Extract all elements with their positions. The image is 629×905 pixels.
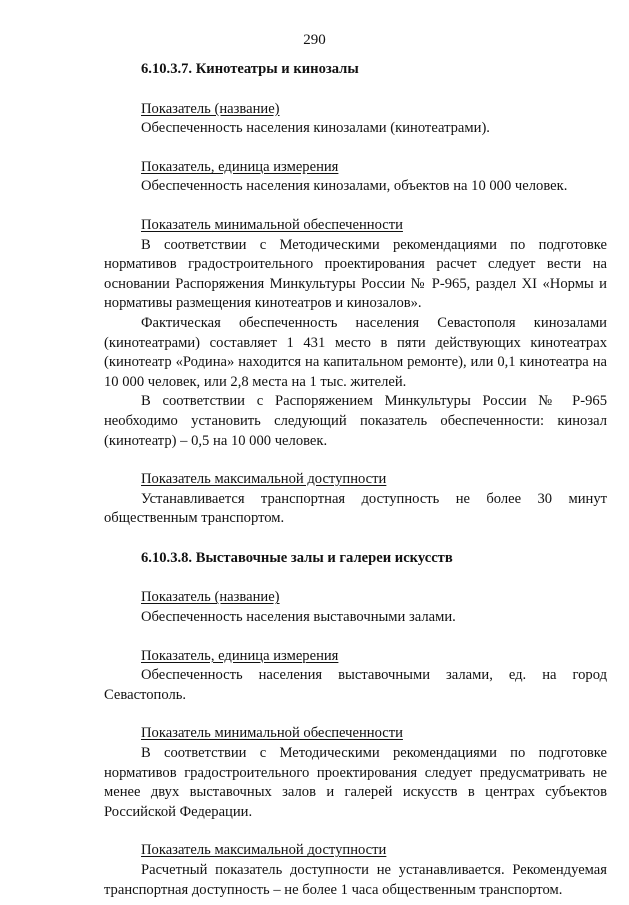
block-paragraph: В соответствии с Распоряжением Минкультуры России № Р-965 необходимо установить следующий показатель обеспеченности: кинозал (кинотеатр) – 0,5 на 10 000 человек. xyxy=(104,393,607,449)
block-paragraph: Обеспеченность населения выставочными залами, ед. на город Севастополь. xyxy=(104,667,607,703)
section-exhibition-halls xyxy=(104,549,607,900)
page-content xyxy=(104,60,607,900)
indicator-name-block xyxy=(104,588,607,627)
block-paragraph: Обеспеченность населения кинозалами, объектов на 10 000 человек. xyxy=(141,178,568,195)
section-cinemas xyxy=(104,60,607,529)
section-heading: 6.10.3.8. Выставочные залы и галереи искусств xyxy=(141,549,453,566)
block-paragraph: Обеспеченность населения кинозалами (кинотеатрами). xyxy=(141,120,490,137)
block-paragraph: Расчетный показатель доступности не устанавливается. Рекомендуемая транспортная доступность – не более 1 часа общественным транспортом. xyxy=(104,862,607,898)
indicator-unit-block xyxy=(104,647,607,706)
indicator-min-provision-block xyxy=(104,216,607,451)
block-label: Показатель максимальной доступности xyxy=(141,471,387,488)
block-label: Показатель минимальной обеспеченности xyxy=(141,725,403,742)
section-heading: 6.10.3.7. Кинотеатры и кинозалы xyxy=(141,61,359,77)
block-label: Показатель максимальной доступности xyxy=(141,842,387,859)
block-label: Показатель, единица измерения xyxy=(141,158,339,175)
indicator-unit-block xyxy=(104,158,607,197)
indicator-max-access-block xyxy=(104,841,607,900)
indicator-min-provision-block xyxy=(104,724,607,822)
block-label: Показатель, единица измерения xyxy=(141,647,339,664)
indicator-max-access-block xyxy=(104,470,607,529)
block-label: Показатель (название) xyxy=(141,100,280,117)
block-paragraph: Обеспеченность населения выставочными залами. xyxy=(141,609,456,626)
block-paragraph: В соответствии с Методическими рекомендациями по подготовке нормативов градостроительного проектирования расчет следует вести на основании Распоряжения Минкультуры России № Р-965, раздел XI «Нормы и нормативы размещения кинотеатров и кинозалов». xyxy=(104,236,607,312)
page-number: 290 xyxy=(303,32,326,48)
block-label: Показатель минимальной обеспеченности xyxy=(141,216,403,233)
block-paragraph: Фактическая обеспеченность населения Севастополя кинозалами (кинотеатрами) составляет 1 431 место в пяти действующих кинотеатрах (кинотеатр «Родина» находится на капитальном ремонте), или 0,1 кинотеатра на 10 000 человек, или 2,8 места на 1 тыс. жителей. xyxy=(104,314,607,390)
indicator-name-block xyxy=(104,100,607,139)
block-paragraph: Устанавливается транспортная доступность не более 30 минут общественным транспортом. xyxy=(104,490,607,527)
block-paragraph: В соответствии с Методическими рекомендациями по подготовке нормативов градостроительного проектирования следует предусматривать не менее двух выставочных залов и галерей искусств в центрах субъектов Российской Федерации. xyxy=(104,745,607,820)
block-label: Показатель (название) xyxy=(141,589,280,606)
